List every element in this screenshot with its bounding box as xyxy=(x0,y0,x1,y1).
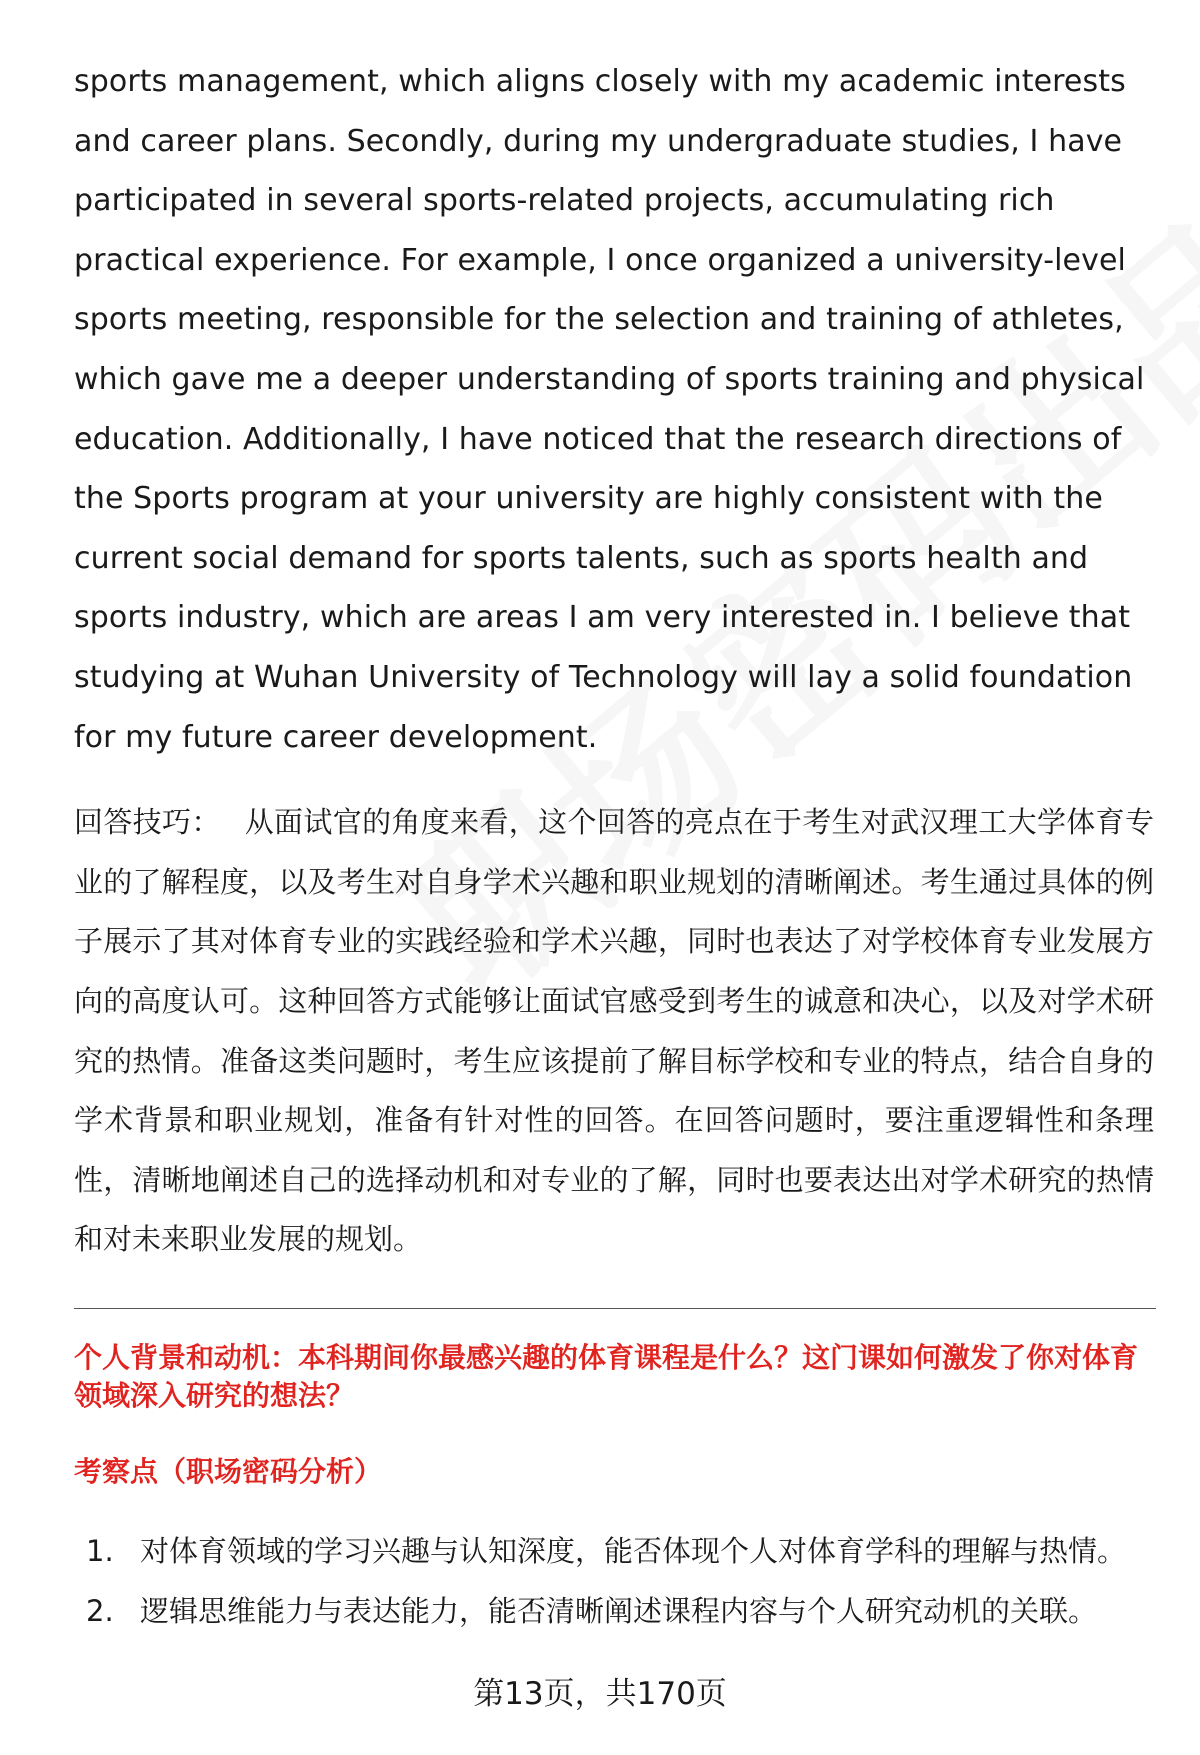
page-content xyxy=(74,52,1154,1641)
list-item-number: 2. xyxy=(86,1593,114,1628)
section-divider xyxy=(74,1308,1156,1309)
tips-label: 回答技巧： xyxy=(74,805,221,840)
page-number: 第13页，共170页 xyxy=(473,1676,727,1712)
tips-text: 从面试官的角度来看，这个回答的亮点在于考生对武汉理工大学体育专业的了解程度，以及考生对自身学术兴趣和职业规划的清晰阐述。考生通过具体的例子展示了其对体育专业的实践经验和学术兴趣，同时也表达了对学校体育专业发展方向的高度认可。这种回答方式能够让面试官感受到考生的诚意和决心，以及对学术研究的热情。准备这类问题时，考生应该提前了解目标学校和专业的特点，结合自身的学术背景和职业规划，准备有针对性的回答。在回答问题时，要注重逻辑性和条理性，清晰地阐述自己的选择动机和对专业的了解，同时也要表达出对学术研究的热情和对未来职业发展的规划。 xyxy=(74,805,1154,1257)
question-heading: 个人背景和动机：本科期间你最感兴趣的体育课程是什么？这门课如何激发了你对体育领域深入研究的想法？ xyxy=(74,1340,1139,1412)
assessment-heading: 考察点（职场密码分析） xyxy=(74,1454,383,1488)
list-item-text: 逻辑思维能力与表达能力，能否清晰阐述课程内容与个人研究动机的关联。 xyxy=(140,1593,1098,1628)
list-item-text: 对体育领域的学习兴趣与认知深度，能否体现个人对体育学科的理解与热情。 xyxy=(140,1533,1127,1568)
list-item xyxy=(74,1581,1154,1641)
answer-tips xyxy=(74,793,1154,1270)
assessment-list xyxy=(74,1521,1154,1641)
list-item-number: 1. xyxy=(86,1533,114,1568)
answer-paragraph: sports management, which aligns closely with my academic interests and career plans. Secondly, during my undergraduate studies, I have participated in several sports-related projects, accumulating rich practical experience. For example, I once organized a university-level sports meeting, responsible for the selection and training of athletes, which gave me a deeper understanding of sports training and physical education. Additionally, I have noticed that the research directions of the Sports program at your university are highly consistent with the current social demand for sports talents, such as sports health and sports industry, which are areas I am very interested in. I believe that studying at Wuhan University of Technology will lay a solid foundation for my future career development. xyxy=(74,64,1145,755)
list-item xyxy=(74,1521,1154,1581)
